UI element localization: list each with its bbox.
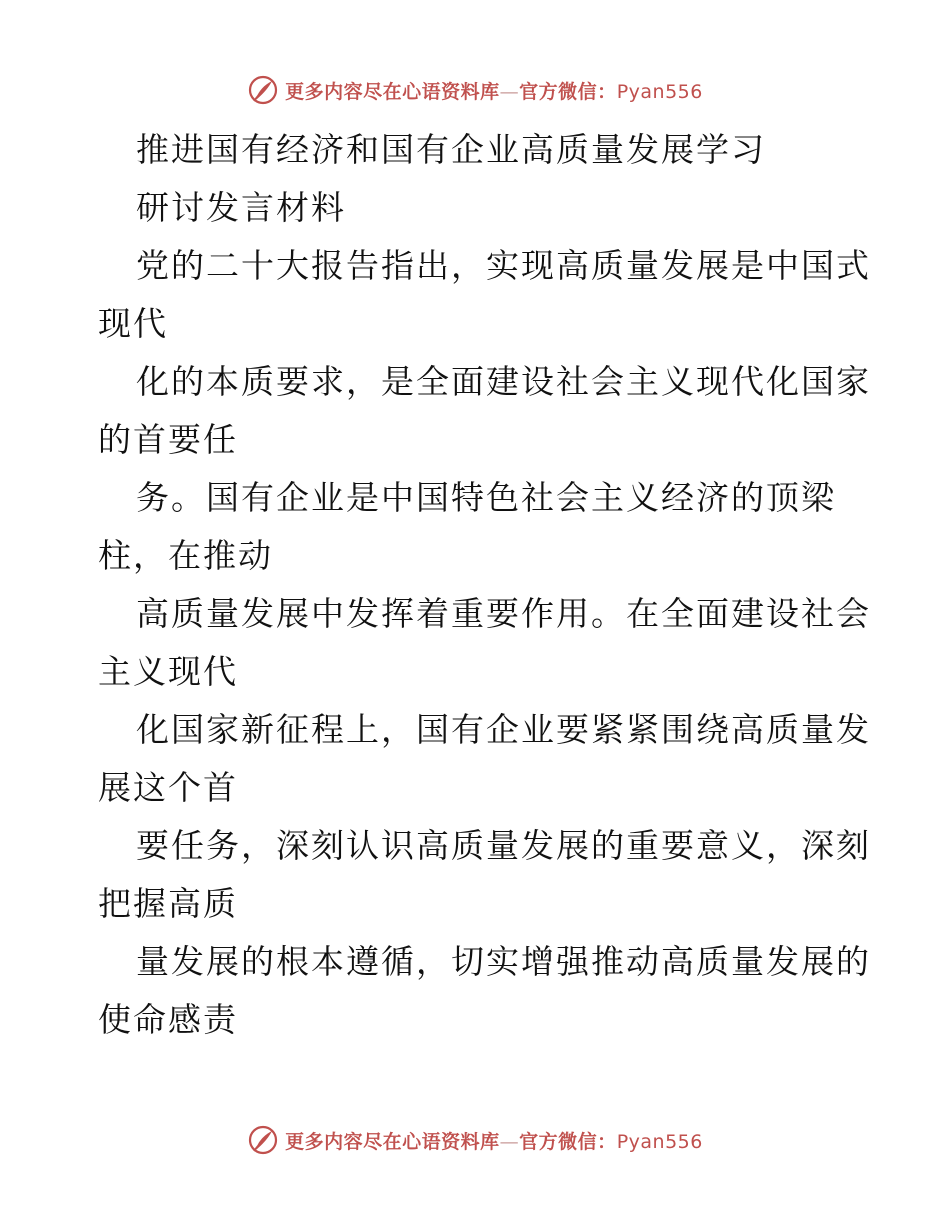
document-body bbox=[98, 121, 871, 1049]
text-line: 要任务，深刻认识高质量发展的重要意义，深刻 bbox=[136, 826, 871, 865]
text-line: 化国家新征程上，国有企业要紧紧围绕高质量发 bbox=[136, 710, 871, 749]
watermark-text: 更多内容尽在心语资料库—官方微信：Pyan556 bbox=[285, 1130, 703, 1153]
text-line: 使命感责 bbox=[98, 1000, 238, 1039]
text-line: 柱，在推动 bbox=[98, 536, 273, 575]
watermark-text: 更多内容尽在心语资料库—官方微信：Pyan556 bbox=[285, 80, 703, 103]
text-line: 量发展的根本遵循，切实增强推动高质量发展的 bbox=[136, 942, 871, 981]
quill-logo-icon bbox=[247, 1124, 279, 1156]
text-line: 高质量发展中发挥着重要作用。在全面建设社会 bbox=[136, 594, 871, 633]
text-line: 展这个首 bbox=[98, 768, 238, 807]
text-line: 推进国有经济和国有企业高质量发展学习 bbox=[136, 130, 766, 169]
quill-logo-icon bbox=[247, 74, 279, 106]
text-line: 现代 bbox=[98, 304, 168, 343]
text-line: 党的二十大报告指出，实现高质量发展是中国式 bbox=[136, 246, 871, 285]
text-line: 的首要任 bbox=[98, 420, 238, 459]
text-line: 主义现代 bbox=[98, 652, 238, 691]
header-watermark bbox=[0, 70, 950, 110]
text-line: 务。国有企业是中国特色社会主义经济的顶梁 bbox=[136, 478, 836, 517]
footer-watermark bbox=[0, 1120, 950, 1160]
text-line: 化的本质要求，是全面建设社会主义现代化国家 bbox=[136, 362, 871, 401]
text-line: 把握高质 bbox=[98, 884, 238, 923]
text-line: 研讨发言材料 bbox=[136, 188, 346, 227]
